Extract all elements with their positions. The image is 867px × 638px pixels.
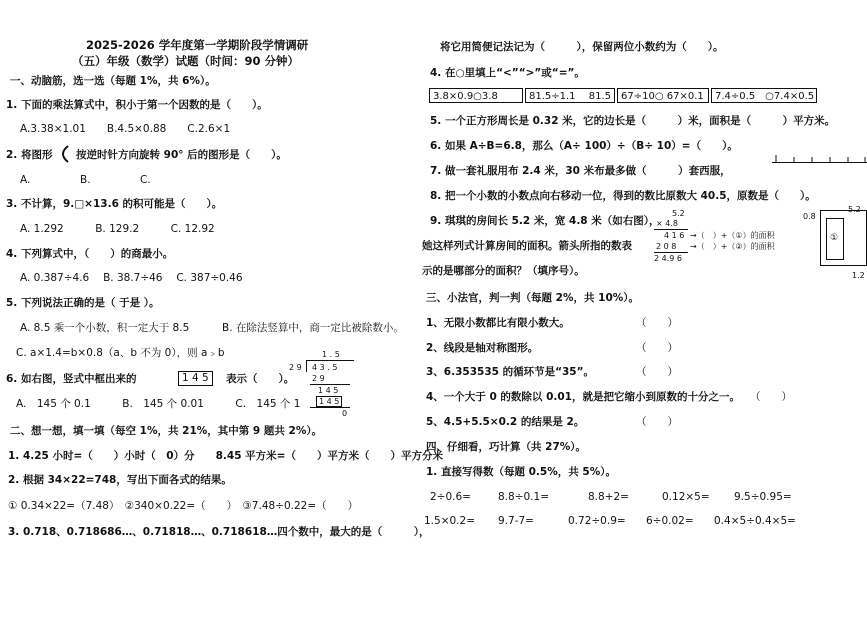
- fill-4: 4. 在○里填上“<”“>”或“=”。: [430, 67, 585, 79]
- division-step3: 1 4 5: [316, 396, 342, 407]
- question-5-option-c: C. a×1.4=b×0.8（a、b 不为 0），则 a﹥b: [16, 347, 225, 359]
- division-quotient: 1 . 5: [322, 350, 340, 359]
- room-part-1-label: ①: [830, 233, 839, 243]
- exam-subtitle: （五）年级（数学）试题（时间：90 分钟）: [72, 54, 300, 68]
- judge-3-answer[interactable]: （ ）: [636, 366, 678, 378]
- calc-item: 8.8+2=: [588, 491, 629, 503]
- calc-arrow-1: →（ ）+（①）的面积: [690, 231, 775, 240]
- judge-1-answer[interactable]: （ ）: [636, 317, 678, 329]
- calc-top: 5.2: [672, 209, 685, 218]
- division-line-2: [310, 407, 350, 408]
- question-5-option-a: A. 8.5 乘一个小数，积一定大于 8.5: [20, 322, 190, 334]
- calc-item: 9.5÷0.95=: [734, 491, 792, 503]
- question-5: 5. 下列说法正确的是（ 于是 ）。: [6, 297, 160, 309]
- calc-row-1: 4 1 6: [664, 231, 685, 240]
- fill-8: 8. 把一个小数的小数点向右移动一位，得到的数比原数大 40.5，原数是（ ）。: [430, 190, 816, 202]
- calc-item: 6÷0.02=: [646, 515, 694, 527]
- judge-5-answer[interactable]: （ ）: [636, 416, 678, 428]
- division-bar: [306, 360, 354, 361]
- division-divisor: 2 9: [289, 363, 302, 372]
- question-6: 6. 如右图，竖式中框出来的: [6, 373, 137, 385]
- calc-item: 9.7-7=: [498, 515, 534, 527]
- fill-7: 7. 做一套礼服用布 2.4 米，30 米布最多做（ ）套西服，: [430, 165, 731, 177]
- division-dividend: 4 3 . 5: [312, 363, 338, 372]
- fill-9: 9. 琪琪的房间长 5.2 米，宽 4.8 米（如右图），: [430, 215, 660, 227]
- calc-item: 0.12×5=: [662, 491, 710, 503]
- question-4: 4. 下列算式中，（ ）的商最小。: [6, 248, 174, 260]
- room-bottom-label: 1.2: [852, 271, 865, 280]
- calc-row-2: 2 0 8: [656, 242, 677, 251]
- division-line-1: [310, 384, 350, 385]
- division-bracket: [306, 360, 307, 372]
- calc-arrow-2: →（ ）+（②）的面积: [690, 242, 775, 251]
- question-1-options: A.3.38×1.01 B.4.5×0.88 C.2.6×1: [20, 123, 231, 135]
- judge-4-answer[interactable]: （ ）: [750, 391, 792, 403]
- compare-box-1: 3.8×0.9○3.8: [429, 88, 523, 103]
- calc-line-1: [654, 229, 688, 230]
- calc-line-2: [654, 252, 688, 253]
- division-step1: 2 9: [312, 374, 325, 383]
- question-5-option-b: B. 在除法竖算中，商一定比被除数小。: [222, 322, 404, 334]
- division-step2: 1 4 5: [318, 386, 339, 395]
- ruler-ticks-icon: [772, 155, 867, 163]
- fill-2-items: ① 0.34×22=（7.48） ②340×0.22=（ ） ③7.48÷0.22=（ ）: [8, 500, 359, 512]
- calc-item: 0.4×5÷0.4×5=: [714, 515, 796, 527]
- direct-calc-heading: 1. 直接写得数（每题 0.5%，共 5%）。: [426, 466, 616, 478]
- question-2-text: 按逆时针方向旋转 90° 后的图形是（ ）。: [76, 149, 287, 161]
- question-2-option-a: A.: [20, 174, 31, 186]
- question-6-options: A. 145 个 0.1 B. 145 个 0.01 C. 145 个 1: [16, 398, 301, 410]
- exam-title: 2025-2026 学年度第一学期阶段学情调研: [86, 38, 309, 52]
- question-4-options: A. 0.387÷4.6 B. 38.7÷46 C. 387÷0.46: [20, 272, 243, 284]
- calc-item: 8.8÷0.1=: [498, 491, 549, 503]
- compare-box-2: 81.5÷1.1 81.5: [525, 88, 615, 103]
- calc-item: 2÷0.6=: [430, 491, 471, 503]
- fill-6: 6. 如果 A÷B=6.8，那么（A÷ 100）÷（B÷ 10）=（ ）。: [430, 140, 738, 152]
- fill-1: 1. 4.25 小时=（ ）小时（ 0）分 8.45 平方米=（ ）平方米（ ）平方分米: [8, 450, 443, 462]
- fill-9-line-3: 示的是哪部分的面积？（填序号）。: [422, 265, 585, 277]
- question-2-option-b: B.: [80, 174, 91, 186]
- calc-total: 2 4.9 6: [654, 254, 682, 263]
- compare-box-3: 67÷10○ 67×0.1: [617, 88, 709, 103]
- fill-3: 3. 0.718、0.718686…、0.71818…、0.718618…四个数中，最大的是（ ），: [8, 526, 430, 538]
- fill-9-line-2: 她这样列式计算房间的面积。箭头所指的数表: [422, 240, 632, 252]
- judge-2: 2、线段是轴对称图形。: [426, 342, 539, 354]
- calc-item: 1.5×0.2=: [424, 515, 475, 527]
- flag-shape-icon: [56, 144, 76, 164]
- question-2-option-c: C.: [140, 174, 151, 186]
- judge-4: 4、一个大于 0 的数除以 0.01，就是把它缩小到原数的十分之一。: [426, 391, 740, 403]
- section-4-heading: 四、仔细看，巧计算（共 27%）。: [426, 441, 587, 453]
- compare-box-4: 7.4÷0.5 ○7.4×0.5: [711, 88, 817, 103]
- division-remainder: 0: [342, 409, 348, 418]
- section-3-heading: 三、小法官，判一判（每题 2%，共 10%）。: [426, 292, 640, 304]
- judge-5: 5、4.5+5.5×0.2 的结果是 2。: [426, 416, 585, 428]
- fill-2: 2. 根据 34×22=748，写出下面各式的结果。: [8, 474, 232, 486]
- room-length-label: 5.2: [848, 205, 861, 214]
- section-2-heading: 二、想一想，填一填（每空 1%，共 21%，其中第 9 题共 2%）。: [10, 425, 323, 437]
- calc-item: 0.72÷0.9=: [568, 515, 626, 527]
- section-1-heading: 一、动脑筋，选一选（每题 1%，共 6%）。: [10, 75, 216, 87]
- judge-2-answer[interactable]: （ ）: [636, 342, 678, 354]
- question-2-label: 2. 将图形: [6, 149, 53, 161]
- question-3-options: A. 1.292 B. 129.2 C. 12.92: [20, 223, 215, 235]
- calc-multiplier: × 4.8: [656, 219, 678, 228]
- question-6-boxed-number: 1 4 5: [178, 371, 213, 386]
- fill-5: 5. 一个正方形周长是 0.32 米，它的边长是（ ）米，面积是（ ）平方米。: [430, 115, 836, 127]
- question-6-text: 表示（ ）。: [226, 373, 295, 385]
- question-3: 3. 不计算，9.□×13.6 的积可能是（ ）。: [6, 198, 223, 210]
- judge-3: 3、6.353535 的循环节是“35”。: [426, 366, 595, 378]
- question-1: 1. 下面的乘法算式中，积小于第一个因数的是（ ）。: [6, 99, 268, 111]
- room-width-label: 0.8: [803, 212, 816, 221]
- judge-1: 1、无限小数都比有限小数大。: [426, 317, 570, 329]
- fill-3-continued: 将它用简便记法记为（ ），保留两位小数约为（ ）。: [440, 41, 724, 53]
